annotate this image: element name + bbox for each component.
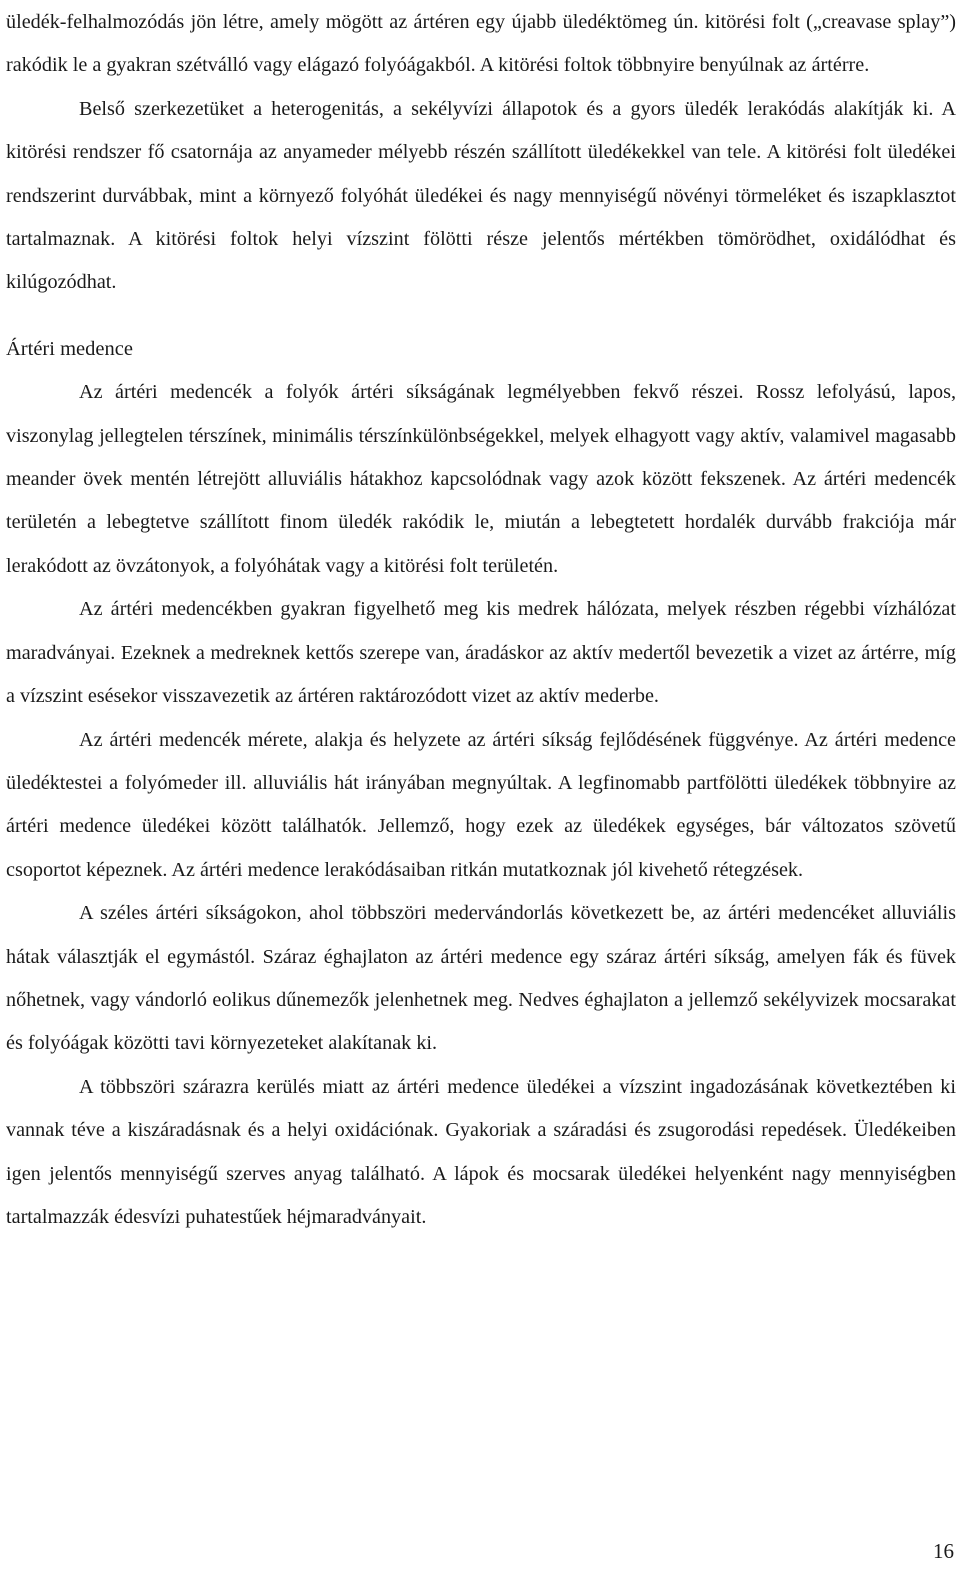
paragraph-7: A többszöri szárazra kerülés miatt az ártéri medence üledékei a vízszint ingadozásának következtében ki vannak téve a kiszáradásnak és a helyi oxidációnak. Gyakoriak a száradási és zsugorodási repedések. Üledékeiben igen jelentős mennyiségű szerves anyag található. A lápok és mocsarak üledékei helyenként nagy mennyiségben tartalmazzák édesvízi puhatestűek héjmaradványait. [6,1075,956,1228]
paragraph-6: A széles ártéri síkságokon, ahol többszöri medervándorlás következett be, az ártéri medencéket alluviális hátak választják el egymástól. Száraz éghajlaton az ártéri medence egy száraz ártéri síkság, amelyen fák és füvek nőhetnek, vagy vándorló eolikus dűnemezők jelenhetnek meg. Nedves éghajlaton a jellemző sekélyvizek mocsarakat és folyóágak közötti tavi környezeteket alakítanak ki. [6,902,956,1055]
section-heading: Ártéri medence [6,337,133,360]
paragraph-4: Az ártéri medencékben gyakran figyelhető meg kis medrek hálózata, melyek részben régebbi vízhálózat maradványai. Ezeknek a medreknek kettős szerepe van, áradáskor az aktív medertől bevezetik a vizet az ártérre, míg a vízszint esésekor visszavezetik az ártéren raktározódott vizet az aktív mederbe. [6,598,956,708]
paragraph-2: Belső szerkezetüket a heterogenitás, a sekélyvízi állapotok és a gyors üledék lerakódás alakítják ki. A kitörési rendszer fő csatornája az anyameder mélyebb részén szállított üledékekkel van tele. A kitörési folt üledékei rendszerint durvábbak, mint a környező folyóhát üledékei és nagy mennyiségű növényi törmeléket és iszapklasztot tartalmaznak. A kitörési foltok helyi vízszint fölötti része jelentős mértékben tömörödhet, oxidálódhat és kilúgozódhat. [6,97,956,294]
paragraph-3: Az ártéri medencék a folyók ártéri síkságának legmélyebben fekvő részei. Rossz lefolyású, lapos, viszonylag jellegtelen térszínek, minimális térszínkülönbségekkel, melyek elhagyott vagy aktív, valamivel magasabb meander övek mentén létrejött alluviális hátakhoz kapcsolódnak vagy azok között fekszenek. Az ártéri medencék területén a lebegtetve szállított finom üledék rakódik le, miután a lebegtetett hordalék durvább frakciója már lerakódott az övzátonyok, a folyóhátak vagy a kitörési folt területén. [6,381,956,577]
paragraph-5: Az ártéri medencék mérete, alakja és helyzete az ártéri síkság fejlődésének függvénye. Az ártéri medence üledéktestei a folyómeder ill. alluviális hát irányában megnyúltak. A legfinomabb partfölötti üledékek többnyire az ártéri medence üledékei között találhatók. Jellemző, hogy ezek az üledékek egységes, bár változatos szövetű csoportot képeznek. Az ártéri medence lerakódásaiban ritkán mutatkoznak jól kivehető rétegzések. [6,728,956,881]
paragraph-1: üledék-felhalmozódás jön létre, amely mögött az ártéren egy újabb üledéktömeg ún. kitörési folt („creavase splay”) rakódik le a gyakran szétválló vagy elágazó folyóágakból. A kitörési foltok többnyire benyúlnak az ártérre. [6,11,956,77]
page-number: 16 [933,1539,954,1563]
text-body [6,1,956,1239]
